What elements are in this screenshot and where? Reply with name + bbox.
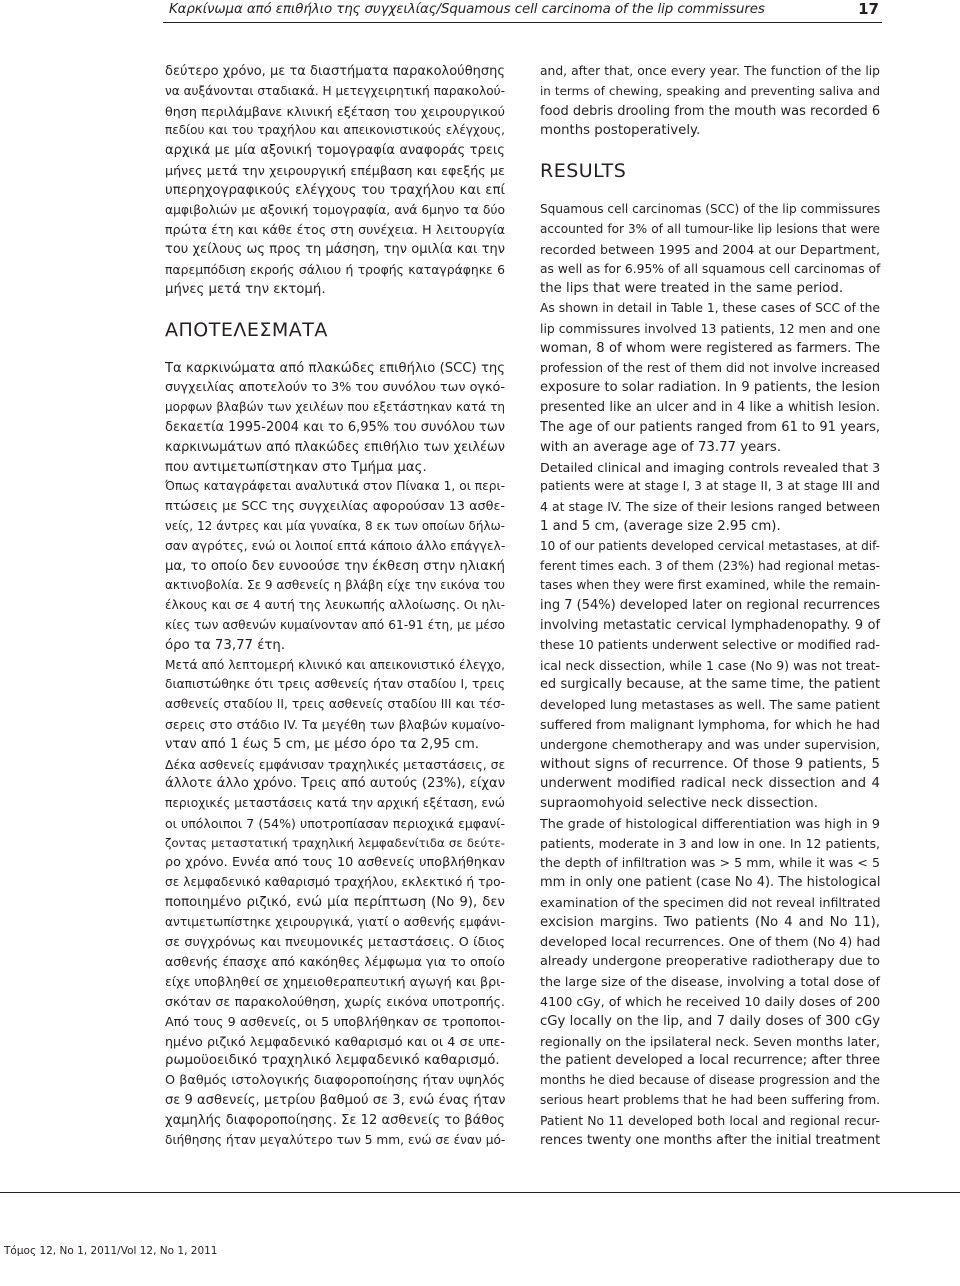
- text-line: Όπως καταγράφεται αναλυτικά στον Πίνακα 1, οι περι-: [165, 479, 505, 494]
- text-line: σε 9 ασθενείς, μετρίου βαθμού σε 3, ενώ ένας ήταν: [165, 1093, 506, 1109]
- text-line: μορφων βλαβών των χειλέων που εξετάστηκαν κατά τη: [165, 400, 505, 415]
- text-line: patients were at stage I, 3 at stage II, 3 at stage III and: [540, 479, 880, 494]
- text-line: exposure to solar radiation. In 9 patients, the lesion: [540, 380, 880, 396]
- text-line: profession of the rest of them did not involve increased: [540, 360, 880, 375]
- text-line: patients, moderate in 3 and low in one. In 12 patients,: [540, 835, 880, 851]
- text-line: πρώτα έτη και κάθε έτος στη συνέχεια. Η λειτουργία: [165, 222, 505, 238]
- text-line: involving metastatic cervical lymphadenopathy. 9 of: [540, 617, 880, 633]
- text-line: αρχικά με μία αξονική τομογραφία αναφοράς τρεις: [165, 143, 505, 159]
- text-line: αμφιβολιών με αξονική τομογραφία, ανά 6μηνο τα δύο: [165, 202, 505, 217]
- text-line: μα, το οποίο δεν ευνοούσε την έκθεση στην ηλιακή: [165, 558, 505, 574]
- journal-issue-footer: Τόμος 12, Νο 1, 2011/Vol 12, No 1, 2011: [4, 1245, 218, 1257]
- text-line: ing 7 (54%) developed later on regional recurrences: [540, 598, 881, 614]
- text-line: πεδίου και του τραχήλου και απεικονιστικούς ελέγχους,: [165, 123, 505, 138]
- text-line: 4 at stage IV. The size of their lesions ranged between: [540, 499, 880, 515]
- text-line: tases when they were first examined, while the remain-: [540, 578, 881, 593]
- text-line: διήθησης ήταν μεγαλύτερο των 5 mm, ενώ σε έναν μό-: [165, 1132, 506, 1147]
- text-line: suffered from malignant lymphoma, for which he had: [540, 716, 880, 732]
- text-line: που αντιμετωπίστηκαν στο Τμήμα μας.: [165, 459, 427, 475]
- text-line: already undergone preoperative radiotherapy due to: [540, 954, 880, 970]
- text-line: οι υπόλοιποι 7 (54%) υποτροπίασαν περιοχικά εμφανί-: [165, 815, 505, 831]
- text-line: lip commissures involved 13 patients, 12 men and one: [540, 320, 881, 336]
- text-line: The age of our patients ranged from 61 to 91 years,: [540, 419, 880, 435]
- text-line: ακτινοβολία. Σε 9 ασθενείς η βλάβη είχε την εικόνα του: [165, 578, 505, 593]
- text-line: woman, 8 of whom were registered as farmers. The: [540, 340, 880, 356]
- text-line: recorded between 1995 and 2004 at our Department,: [540, 241, 880, 257]
- text-line: άλλοτε άλλο χρόνο. Τρεις από αυτούς (23%), είχαν: [165, 776, 506, 792]
- text-line: without signs of recurrence. Of those 9 patients, 5: [540, 756, 880, 772]
- text-line: συγχειλίας αποτελούν το 3% του συνόλου των ογκό-: [165, 380, 505, 396]
- text-line: καρκινωμάτων από πλακώδες επιθήλιο των χειλέων: [165, 439, 505, 455]
- text-line: νταν από 1 έως 5 cm, με μέσο όρο τα 2,95 cm.: [165, 736, 479, 752]
- text-line: excision margins. Two patients (No 4 and No 11),: [540, 914, 880, 930]
- text-line: χαμηλής διαφοροποίησης. Σε 12 ασθενείς το βάθος: [165, 1112, 505, 1128]
- text-line: Μετά από λεπτομερή κλινικό και απεικονιστικό έλεγχο,: [165, 657, 505, 672]
- text-line: food debris drooling from the mouth was recorded 6: [540, 103, 881, 119]
- text-line: underwent modified radical neck dissection and 4: [540, 776, 880, 792]
- text-line: σε λεμφαδενικό καθαρισμό τραχήλου, εκλεκτικό ή τρο-: [165, 875, 505, 890]
- text-line: the large size of the disease, involving a total dose of: [540, 974, 880, 990]
- footer-divider: [0, 1192, 960, 1193]
- text-line: πτώσεις με SCC της συγχειλίας αφορούσαν 13 ασθε-: [165, 499, 505, 515]
- text-line: θηση περιλάμβανε κλινική εξέταση του χειρουργικού: [165, 103, 505, 119]
- text-line: regionally on the ipsilateral neck. Seven months later,: [540, 1033, 880, 1049]
- text-line: νείς, 12 άντρες και μία γυναίκα, 8 εκ των οποίων δήλω-: [165, 518, 505, 533]
- text-line: Δέκα ασθενείς εμφάνισαν τραχηλικές μεταστάσεις, σε: [165, 756, 506, 772]
- text-line: these 10 patients underwent selective or modified rad-: [540, 637, 880, 652]
- text-line: να αυξάνονται σταδιακά. Η μετεγχειρητική παρακολού-: [165, 83, 505, 98]
- text-line: μήνες μετά την εκτομή.: [165, 281, 326, 297]
- text-line: κίες των ασθενών κυμαίνονταν από 61-91 έτη, με μέσο: [165, 617, 505, 632]
- text-line: ζοντας μεταστατική τραχηλική λεμφαδενίτιδα σε δεύτε-: [165, 835, 505, 850]
- text-line: υπερηχογραφικούς ελέγχους του τραχήλου και επί: [165, 182, 505, 198]
- text-line: ed surgically because, at the same time, the patient: [540, 677, 880, 693]
- text-line: undergone chemotherapy and was under supervision,: [540, 736, 880, 752]
- text-line: έλκους και σε 4 αυτή της λευκωπής αλλοίωσης. Οι ηλι-: [165, 598, 505, 613]
- running-header: [163, 0, 882, 23]
- text-line: 4100 cGy, of which he received 10 daily doses of 200: [540, 994, 881, 1010]
- text-line: σαν αγρότες, ενώ οι λοιποί επτά κάποιο άλλο επάγγελ-: [165, 538, 506, 553]
- text-line: διαπιστώθηκε ότι τρεις ασθενείς ήταν σταδίου Ι, τρεις: [165, 677, 505, 692]
- text-line: μήνες μετά την χειρουργική επέμβαση και εφεξής με: [165, 162, 505, 178]
- text-line: 1 and 5 cm, (average size 2.95 cm).: [540, 518, 781, 534]
- text-line: περιοχικές μεταστάσεις κατά την αρχική εξέταση, ενώ: [165, 796, 505, 811]
- english-methods-paragraph: [540, 62, 880, 141]
- text-line: the depth of infiltration was > 5 mm, while it was < 5: [540, 855, 880, 871]
- text-line: developed local recurrences. One of them (No 4) had: [540, 934, 881, 950]
- text-line: The grade of histological differentiation was high in 9: [540, 815, 880, 831]
- text-line: presented like an ulcer and in 4 like a whitish lesion.: [540, 400, 880, 416]
- text-line: Detailed clinical and imaging controls revealed that 3: [540, 459, 881, 475]
- text-line: mm in only one patient (case No 4). The histological: [540, 875, 881, 891]
- text-line: the patient developed a local recurrence; after three: [540, 1053, 880, 1069]
- text-line: in terms of chewing, speaking and preventing saliva and: [540, 83, 880, 98]
- text-line: είχε υποβληθεί σε χημειοθεραπευτική αγωγή και βρι-: [165, 974, 505, 990]
- text-line: Squamous cell carcinomas (SCC) of the lip commissures: [540, 202, 881, 217]
- text-line: Από τους 9 ασθενείς, οι 5 υποβλήθηκαν σε τροποποι-: [165, 1013, 505, 1029]
- text-line: ferent times each. 3 of them (23%) had regional metas-: [540, 558, 880, 573]
- text-line: του χείλους ως προς τη μάσηση, την ομιλία και την: [165, 242, 505, 258]
- english-results-heading: RESULTS: [540, 160, 627, 183]
- greek-results-text: [165, 359, 505, 1151]
- greek-column: [165, 62, 505, 1150]
- english-results-text: [540, 200, 880, 1150]
- text-line: Ο βαθμός ιστολογικής διαφοροποίησης ήταν υψηλός: [165, 1073, 505, 1089]
- running-title: Καρκίνωμα από επιθήλιο της συγχειλίας/Squamous cell carcinoma of the lip commissures: [169, 2, 765, 17]
- text-line: ημένο ριζικό λεμφαδενικό καθαρισμό και οι 4 σε υπε-: [165, 1033, 505, 1049]
- text-line: and, after that, once every year. The function of the lip: [540, 64, 880, 78]
- page-number: 17: [858, 0, 879, 18]
- text-line: ical neck dissection, while 1 case (No 9) was not treat-: [540, 657, 880, 673]
- text-line: ρο χρόνο. Εννέα από τους 10 ασθενείς υποβλήθηκαν: [165, 855, 505, 871]
- text-line: the lips that were treated in the same period.: [540, 281, 844, 297]
- text-line: δεύτερο χρόνο, με τα διαστήματα παρακολούθησης: [165, 64, 505, 79]
- text-line: supraomohyoid selective neck dissection.: [540, 796, 818, 812]
- text-line: with an average age of 73.77 years.: [540, 439, 782, 455]
- text-line: σε συγχρόνως και πνευμονικές μεταστάσεις. Ο ίδιος: [165, 934, 505, 950]
- text-line: as well as for 6.95% of all squamous cell carcinomas of: [540, 261, 881, 276]
- text-line: 10 of our patients developed cervical metastases, at dif-: [540, 538, 880, 553]
- text-line: ασθενής έπασχε από κακόηθες λέμφωμα για το οποίο: [165, 954, 505, 970]
- text-line: παρεμπόδιση εκροής σάλιου ή τροφής καταγράφηκε 6: [165, 261, 505, 277]
- english-column: [540, 62, 880, 1150]
- text-line: Τα καρκινώματα από πλακώδες επιθήλιο (SCC) της: [165, 360, 505, 376]
- text-line: developed lung metastases as well. The same patient: [540, 697, 880, 713]
- text-line: σερεις στο στάδιο ΙV. Τα μεγέθη των βλαβών κυμαίνο-: [165, 716, 505, 732]
- text-line: As shown in detail in Table 1, these cases of SCC of the: [540, 301, 880, 316]
- greek-results-heading: ΑΠΟΤΕΛΕΣΜΑΤΑ: [165, 318, 328, 341]
- text-line: examination of the specimen did not reveal infiltrated: [540, 895, 881, 911]
- text-line: σκόταν σε παρακολούθηση, χωρίς εικόνα υποτροπής.: [165, 994, 505, 1010]
- text-line: όρο τα 73,77 έτη.: [165, 637, 286, 653]
- text-line: months postoperatively.: [540, 123, 701, 139]
- text-line: δεκαετία 1995-2004 και το 6,95% του συνόλου των: [165, 419, 505, 435]
- greek-methods-paragraph: [165, 62, 505, 300]
- text-line: αντιμετωπίστηκε χειρουργικά, γιατί ο ασθενής εμφάνι-: [165, 914, 505, 929]
- text-line: ποποιημένο ριζικό, ενώ μία περίπτωση (Νο 9), δεν: [165, 895, 505, 911]
- text-line: accounted for 3% of all tumour-like lip lesions that were: [540, 221, 880, 236]
- text-line: months he died because of disease progression and the: [540, 1073, 880, 1088]
- text-line: rences twenty one months after the initial treatment: [540, 1132, 881, 1148]
- text-line: ρωμοϋοειδικό τραχηλικό λεμφαδενικό καθαρισμό.: [165, 1053, 500, 1069]
- text-line: ασθενείς σταδίου ΙΙ, τρεις ασθενείς σταδίου ΙΙΙ και τέσ-: [165, 697, 505, 712]
- text-line: Patient No 11 developed both local and regional recur-: [540, 1112, 880, 1128]
- text-line: serious heart problems that he had been suffering from.: [540, 1093, 880, 1108]
- text-line: cGy locally on the lip, and 7 daily doses of 300 cGy: [540, 1013, 880, 1029]
